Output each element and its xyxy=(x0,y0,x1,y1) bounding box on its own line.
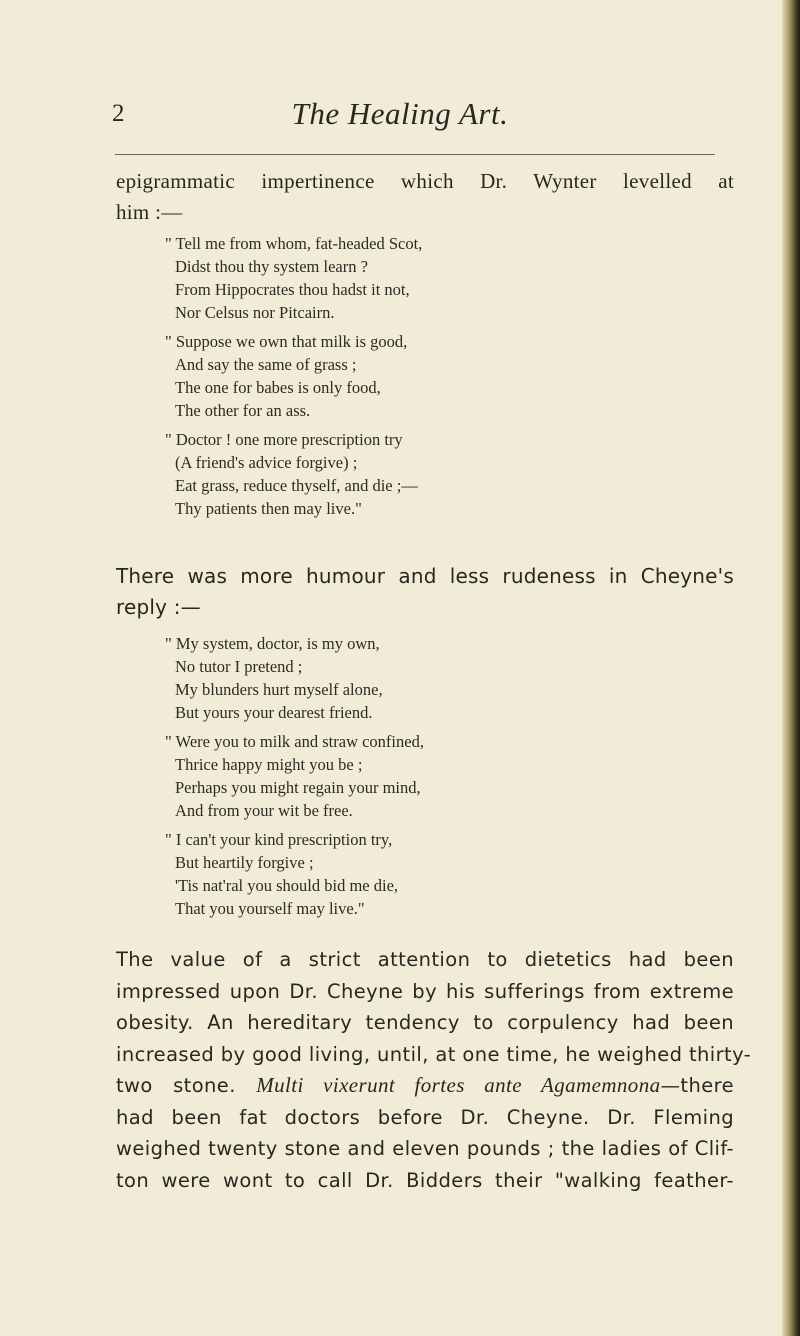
text-line: obesity. An hereditary tendency to corpulency had been xyxy=(116,1011,734,1034)
verse-line: Eat grass, reduce thyself, and die ;— xyxy=(175,476,418,495)
verse-line: From Hippocrates thou hadst it not, xyxy=(175,280,410,299)
text-span: —there xyxy=(660,1074,734,1097)
verse-line: But yours your dearest friend. xyxy=(175,703,373,722)
verse-line: And from your wit be free. xyxy=(175,801,353,820)
running-title: The Healing Art. xyxy=(291,96,509,131)
text-line: weighed twenty stone and eleven pounds ; the ladies of Clif- xyxy=(116,1137,734,1160)
verse-line: Didst thou thy system learn ? xyxy=(175,257,368,276)
page-number: 2 xyxy=(112,100,125,127)
verse-line: " I can't your kind prescription try, xyxy=(165,830,393,849)
text-line: epigrammatic impertinence which Dr. Wynter levelled at xyxy=(116,169,734,193)
verse-line: That you yourself may live." xyxy=(175,899,365,918)
verse-line: The other for an ass. xyxy=(175,401,311,420)
verse-line: " Tell me from whom, fat-headed Scot, xyxy=(165,234,423,253)
paragraph-dietetics xyxy=(116,944,752,1196)
verse-line: My blunders hurt myself alone, xyxy=(175,680,383,699)
verse-line: Perhaps you might regain your mind, xyxy=(175,778,421,797)
verse-line: Nor Celsus nor Pitcairn. xyxy=(175,303,335,322)
verse-line: " Doctor ! one more prescription try xyxy=(165,430,403,449)
verse-line: But heartily forgive ; xyxy=(175,853,314,872)
verse-line: " Suppose we own that milk is good, xyxy=(165,332,408,351)
verse-line: 'Tis nat'ral you should bid me die, xyxy=(175,876,399,895)
verse-line: (A friend's advice forgive) ; xyxy=(175,453,358,472)
verse-line: And say the same of grass ; xyxy=(175,355,357,374)
latin-quotation: Multi vixerunt fortes ante Agamemnona xyxy=(256,1073,661,1097)
text-span: two stone. xyxy=(116,1074,236,1097)
verse-line: " Were you to milk and straw confined, xyxy=(165,732,424,751)
text-line: increased by good living, until, at one time, he weighed thirty- xyxy=(116,1042,752,1066)
text-line: impressed upon Dr. Cheyne by his sufferings from extreme xyxy=(116,979,734,1003)
paragraph-cheyne-reply xyxy=(116,561,734,623)
text-line: The value of a strict attention to dietetics had been xyxy=(116,948,734,971)
page-edge-shadow xyxy=(782,0,800,1336)
text-line: him :— xyxy=(116,200,183,224)
text-line: There was more humour and less rudeness in Cheyne's xyxy=(116,564,734,588)
verse-line: Thy patients then may live." xyxy=(175,499,362,518)
verse-line: Thrice happy might you be ; xyxy=(175,755,363,774)
verse-line: " My system, doctor, is my own, xyxy=(165,634,380,653)
text-line: had been fat doctors before Dr. Cheyne. Dr. Fleming xyxy=(116,1105,734,1129)
text-line xyxy=(116,1070,734,1102)
paragraph-intro xyxy=(116,166,734,228)
verse-line: No tutor I pretend ; xyxy=(175,657,303,676)
header-rule xyxy=(115,154,715,155)
text-line: ton were wont to call Dr. Bidders their "walking feather- xyxy=(116,1168,734,1192)
page-header xyxy=(0,96,800,136)
verse-line: The one for babes is only food, xyxy=(175,378,381,397)
text-line: reply :— xyxy=(116,595,201,619)
